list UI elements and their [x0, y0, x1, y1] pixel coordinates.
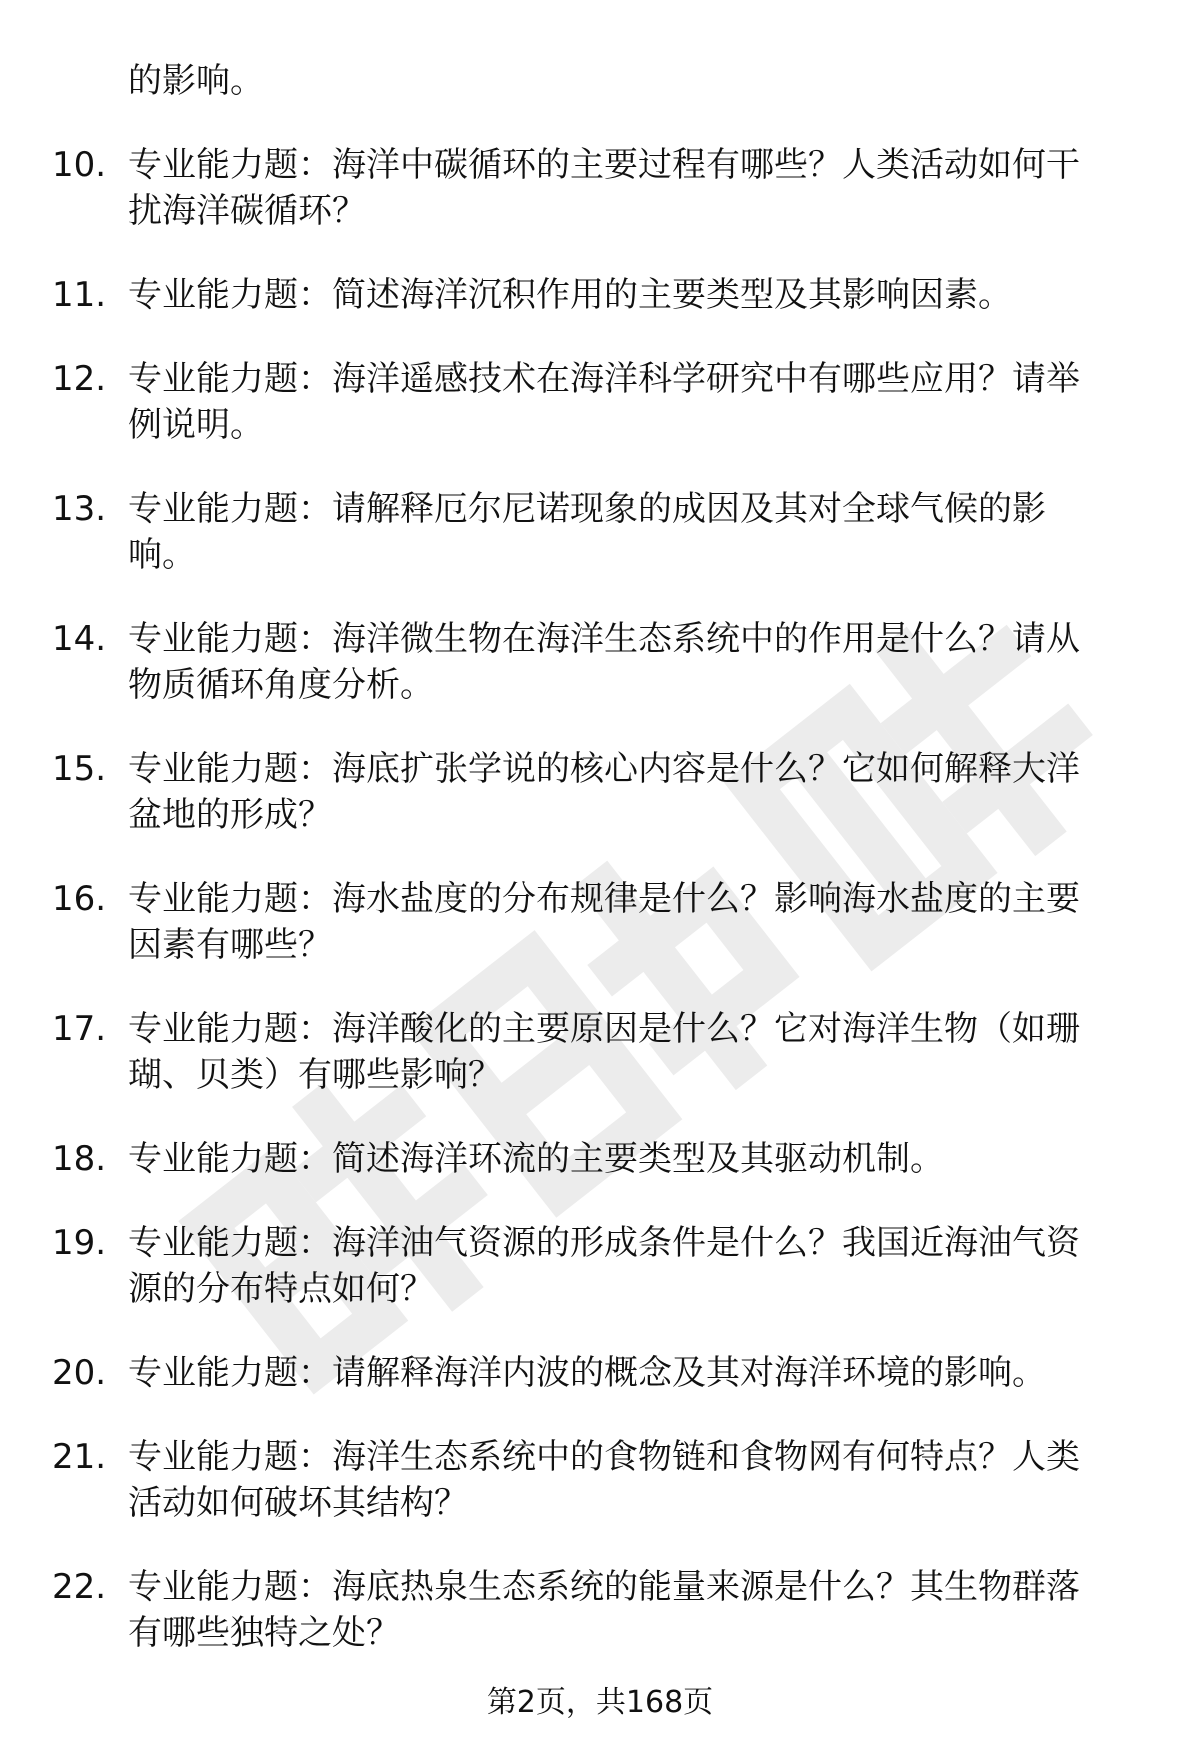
question-text-line: 源的分布特点如何？ — [128, 1269, 434, 1309]
question-text — [128, 142, 1138, 234]
question-text — [128, 486, 1138, 578]
question-text-line: 盆地的形成？ — [128, 795, 332, 835]
question-text-line: 扰海洋碳循环？ — [128, 191, 366, 231]
question-number: 20. — [52, 1353, 107, 1393]
question-text-line: 专业能力题：请解释厄尔尼诺现象的成因及其对全球气候的影 — [128, 489, 1046, 529]
question-text-line: 专业能力题：海洋微生物在海洋生态系统中的作用是什么？请从 — [128, 619, 1080, 659]
question-text — [128, 876, 1138, 968]
question-text-line: 专业能力题：请解释海洋内波的概念及其对海洋环境的影响。 — [128, 1353, 1046, 1393]
question-text — [128, 1564, 1138, 1656]
question-text — [128, 1136, 1138, 1182]
page-footer: 第2页，共168页 — [486, 1685, 714, 1720]
question-text-line: 专业能力题：简述海洋环流的主要类型及其驱动机制。 — [128, 1139, 944, 1179]
question-text — [128, 1434, 1138, 1526]
question-text-line: 例说明。 — [128, 405, 264, 445]
list-item — [0, 1006, 1200, 1098]
list-item — [0, 356, 1200, 448]
list-item — [0, 616, 1200, 708]
list-item — [0, 142, 1200, 234]
question-number: 21. — [52, 1437, 107, 1477]
question-text-line: 有哪些独特之处？ — [128, 1613, 400, 1653]
question-text-line: 物质循环角度分析。 — [128, 665, 434, 705]
question-number: 11. — [52, 275, 107, 315]
question-text-line: 专业能力题：海底扩张学说的核心内容是什么？它如何解释大洋 — [128, 749, 1080, 789]
question-text-line: 瑚、贝类）有哪些影响？ — [128, 1055, 502, 1095]
question-number: 13. — [52, 489, 107, 529]
question-text — [128, 616, 1138, 708]
question-number: 15. — [52, 749, 107, 789]
question-text-line: 专业能力题：海底热泉生态系统的能量来源是什么？其生物群落 — [128, 1567, 1080, 1607]
question-text — [128, 356, 1138, 448]
continuation-text: 的影响。 — [128, 61, 264, 101]
question-number: 14. — [52, 619, 107, 659]
list-item — [0, 1564, 1200, 1656]
question-number: 10. — [52, 145, 107, 185]
question-text — [128, 1006, 1138, 1098]
question-text — [128, 746, 1138, 838]
question-text — [128, 272, 1138, 318]
question-number: 22. — [52, 1567, 107, 1607]
question-text — [128, 1220, 1138, 1312]
question-number: 12. — [52, 359, 107, 399]
question-text-line: 响。 — [128, 535, 196, 575]
question-number: 19. — [52, 1223, 107, 1263]
question-text-line: 专业能力题：海洋中碳循环的主要过程有哪些？人类活动如何干 — [128, 145, 1080, 185]
question-number: 16. — [52, 879, 107, 919]
question-text-line: 专业能力题：海洋生态系统中的食物链和食物网有何特点？人类 — [128, 1437, 1080, 1477]
list-item — [0, 1220, 1200, 1312]
question-text-line: 专业能力题：海洋酸化的主要原因是什么？它对海洋生物（如珊 — [128, 1009, 1080, 1049]
question-text — [128, 1350, 1138, 1396]
list-item — [0, 876, 1200, 968]
question-text-line: 活动如何破坏其结构？ — [128, 1483, 468, 1523]
list-item — [0, 486, 1200, 578]
question-number: 18. — [52, 1139, 107, 1179]
list-item — [0, 1136, 1200, 1182]
list-item — [0, 1434, 1200, 1526]
question-text-line: 专业能力题：海洋油气资源的形成条件是什么？我国近海油气资 — [128, 1223, 1080, 1263]
question-text-line: 因素有哪些？ — [128, 925, 332, 965]
question-text-line: 专业能力题：简述海洋沉积作用的主要类型及其影响因素。 — [128, 275, 1012, 315]
list-item — [0, 272, 1200, 318]
question-number: 17. — [52, 1009, 107, 1049]
list-item — [0, 746, 1200, 838]
question-text-line: 专业能力题：海洋遥感技术在海洋科学研究中有哪些应用？请举 — [128, 359, 1080, 399]
list-item — [0, 1350, 1200, 1396]
question-text-line: 专业能力题：海水盐度的分布规律是什么？影响海水盐度的主要 — [128, 879, 1080, 919]
question-list — [0, 142, 1200, 1694]
